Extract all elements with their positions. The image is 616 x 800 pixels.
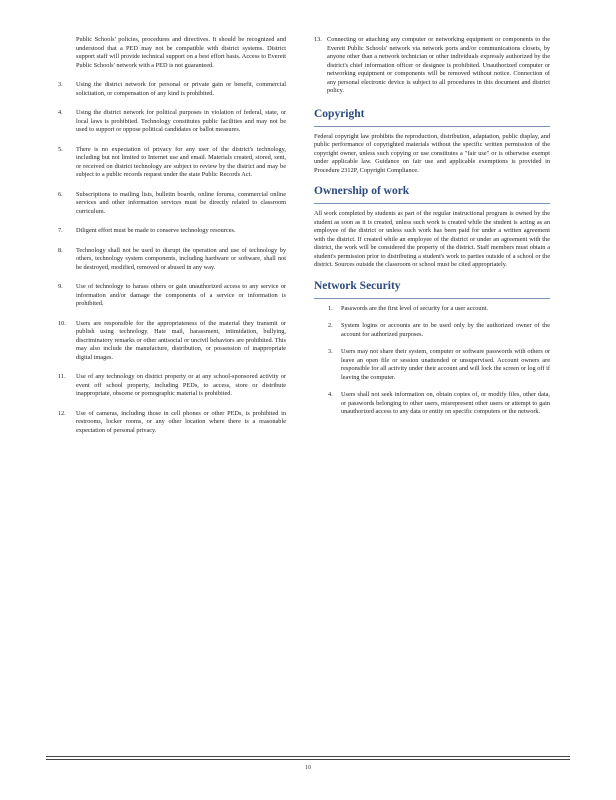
copyright-paragraph: Federal copyright law prohibits the reproduction, distribution, adaptation, public display, and public performance of copyrighted materials without the specific written permission of the copyright owner, unless such copying or use constitutes a "fair use" or is otherwise exempt under applicable law. Guidance on fair use and applicable exemptions is provided in Procedure 2312P, Copyright Compliance.	[314, 132, 550, 174]
list-item	[58, 373, 286, 399]
item-number: 3.	[58, 81, 63, 88]
item-number: 11.	[58, 373, 66, 380]
item-text: Passwords are the first level of security for a user account.	[341, 304, 489, 312]
item-number: 13.	[314, 36, 322, 43]
list-item	[328, 322, 550, 339]
item-number: 8.	[58, 246, 63, 254]
list-item	[328, 391, 550, 417]
list-item	[58, 146, 286, 180]
item-number: 4.	[58, 109, 63, 116]
item-number: 10.	[58, 319, 66, 327]
page-number: 10	[305, 765, 311, 771]
item-text: Using the district network for personal or private gain or benefit, commercial solicitation, or compensation of any kind is prohibited.	[76, 81, 286, 97]
list-item	[328, 348, 550, 382]
item-text: Use of technology to harass others or gain unauthorized access to any service or information and/or damage the components of a service or information is prohibited.	[76, 283, 286, 307]
item-text: System logins or accounts are to be used only by the authorized owner of the account for authorized purposes.	[341, 322, 550, 338]
item-text: Diligent effort must be made to conserve technology resources.	[76, 227, 236, 234]
item-number: 9.	[58, 283, 63, 290]
list-item	[58, 320, 286, 363]
item-text: Use of any technology on district property or at any school-sponsored activity or event off school property, including PEDs, to access, store or distribute inappropriate, obscene or pornographic material is prohibited.	[76, 373, 286, 397]
item-number: 3.	[328, 348, 333, 355]
section-divider	[314, 298, 550, 299]
list-item	[314, 36, 550, 96]
item-number: 6.	[58, 190, 63, 198]
list-item	[58, 247, 286, 273]
ownership-paragraph: All work completed by students as part of the regular instructional program is owned by the student as soon as it is created, unless such work is created while the student is acting as an employee of the district or unless such work has been paid for under a written agreement with the district. If created while an employee of the district or under an agreement with the district, the work will be considered the property of the district. Staff members must obtain a student's permission prior to distributing a student's work to parties outside of a school or the district. Sources outside the classroom or school must be cited appropriately.	[314, 210, 550, 268]
list-item	[58, 191, 286, 217]
item-number: 7.	[58, 227, 63, 234]
item-text: Subscriptions to mailing lists, bulletin boards, online forums, commercial online services and other information services must be directly related to classroom curriculum.	[76, 190, 286, 215]
list-item	[58, 410, 286, 436]
copyright-heading: Copyright	[314, 107, 365, 120]
right-list	[314, 36, 550, 96]
item-text: Connecting or attaching any computer or networking equipment or components to the Everett Public Schools' network via network ports and/or communications closets, by anyone other than a network technician or other individuals expressly authorized by the district's chief information officer or designee is prohibited. Unauthorized computer or networking equipment or components will be removed without notice. Connection of any personal electronic device is subject to all procedures in this document and district policy.	[327, 36, 550, 94]
item-text: There is no expectation of privacy for any user of the district's technology, including but not limited to Internet use and email. Materials created, stored, sent, or received on district technology are subject to review by the district and may be subject to a public records request under the state Public Records Act.	[76, 145, 286, 178]
network-security-heading: Network Security	[314, 279, 401, 292]
section-divider	[314, 203, 550, 204]
list-item	[58, 109, 286, 135]
section-divider	[314, 126, 550, 127]
network-security-list	[328, 305, 550, 417]
item-number: 5.	[58, 145, 63, 153]
footer-rule	[46, 759, 570, 760]
list-item	[58, 283, 286, 309]
continuation-paragraph: Public Schools' policies, procedures and directives. It should be recognized and understood that a PED may not be compatible with district systems. District support staff will provide technical support on a best effort basis. Access to Everett Public Schools' network with a PED is not guaranteed.	[76, 36, 286, 69]
ownership-heading: Ownership of work	[314, 185, 410, 197]
item-text: Users may not share their system, computer or software passwords with others or leave an open file or session unattended or unsupervised. Account owners are responsible for all activity under their account and will lock the screen or log off if leaving the computer.	[341, 348, 550, 381]
left-list	[58, 81, 286, 435]
list-item	[328, 305, 550, 314]
left-column	[58, 36, 286, 446]
item-number: 4.	[328, 391, 333, 398]
item-text: Users are responsible for the appropriateness of the material they transmit or publish using technology. Hate mail, harassment, intimidation, bullying, discriminatory remarks or other antisocial or uncivil behaviors are prohibited. This may also include the manufacture, distribution, or possession of inappropriate digital images.	[76, 319, 286, 361]
item-number: 2.	[328, 322, 333, 329]
right-column	[314, 36, 550, 426]
item-number: 1.	[328, 304, 333, 312]
item-text: Use of cameras, including those in cell phones or other PEDs, is prohibited in restrooms, locker rooms, or any other location where there is a reasonable expectation of personal privacy.	[76, 409, 286, 434]
list-item	[58, 81, 286, 98]
item-text: Using the district network for political purposes in violation of federal, state, or local laws is prohibited. Technology constitutes public facilities and may not be used to support or oppose political candidates or ballot measures.	[76, 109, 286, 133]
item-text: Technology shall not be used to disrupt the operation and use of technology by others, technology system components, including hardware or software, shall not be destroyed, modified, removed or abused in any way.	[76, 246, 286, 271]
list-item	[58, 227, 286, 236]
item-number: 12.	[58, 409, 66, 417]
footer-rule	[46, 756, 570, 757]
item-text: Users shall not seek information on, obtain copies of, or modify files, other data, or passwords belonging to other users, misrepresent other users or attempt to gain unauthorized access to any data or entity on specific computers or the network.	[341, 391, 550, 415]
